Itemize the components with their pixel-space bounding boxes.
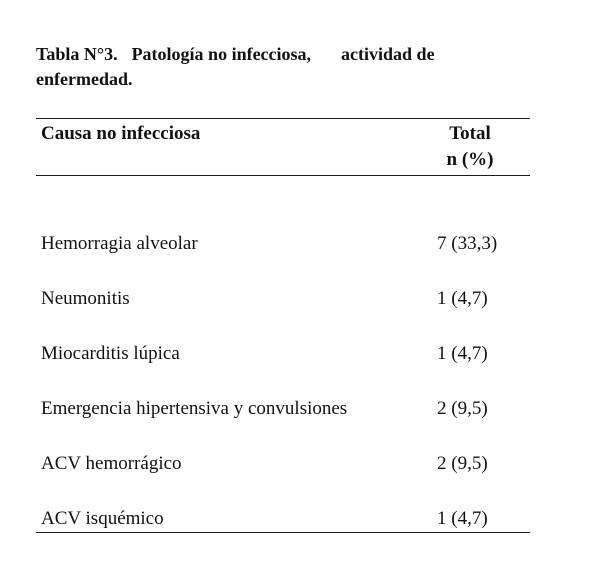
- row-cause: Hemorragia alveolar: [41, 233, 198, 254]
- row-cause: ACV hemorrágico: [41, 453, 182, 474]
- row-total: 7 (33,3): [437, 233, 498, 254]
- column-header-total: [430, 121, 510, 173]
- table-row: [41, 284, 521, 314]
- table-row: [41, 394, 521, 424]
- table-row: [41, 339, 521, 369]
- caption-title: Patología no infecciosa,: [131, 44, 312, 64]
- header-bottom-rule: [36, 175, 530, 176]
- table-bottom-rule: [36, 532, 530, 533]
- caption-table-number: Tabla N°3.: [36, 44, 118, 64]
- column-header-total-label: Total: [449, 123, 491, 144]
- row-total: 1 (4,7): [437, 288, 488, 309]
- row-cause: Neumonitis: [41, 288, 130, 309]
- row-cause: Emergencia hipertensiva y convulsiones: [41, 398, 348, 419]
- table-top-rule: [36, 118, 530, 119]
- caption-title-continued: actividad de: [341, 44, 435, 64]
- table-row: [41, 449, 521, 479]
- column-header-total-unit: n (%): [446, 149, 494, 170]
- row-total: 2 (9,5): [437, 453, 488, 474]
- table-caption: [36, 42, 536, 92]
- row-total: 2 (9,5): [437, 398, 488, 419]
- row-total: 1 (4,7): [437, 508, 488, 529]
- row-cause: ACV isquémico: [41, 508, 164, 529]
- caption-title-end: enfermedad.: [36, 69, 133, 89]
- column-header-cause: Causa no infecciosa: [41, 123, 201, 144]
- row-total: 1 (4,7): [437, 343, 488, 364]
- table-row: [41, 229, 521, 259]
- row-cause: Miocarditis lúpica: [41, 343, 180, 364]
- table-row: [41, 504, 521, 534]
